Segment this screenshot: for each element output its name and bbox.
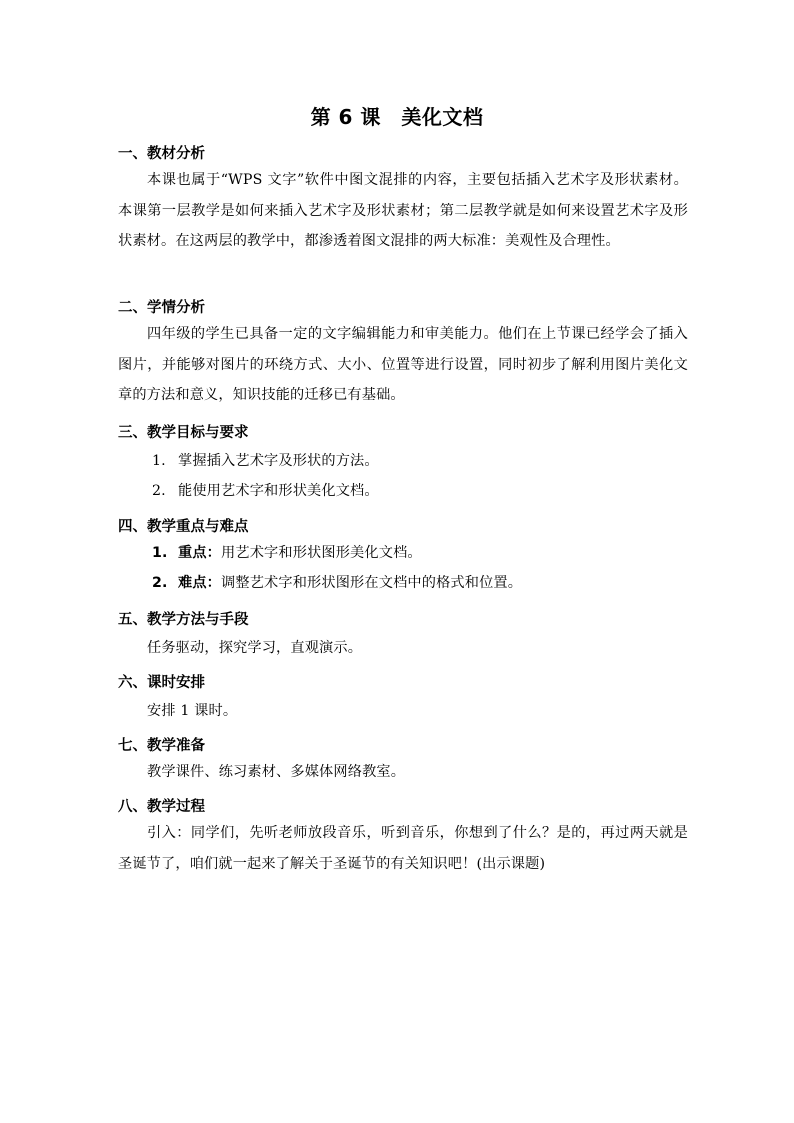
list-item-number: 2. [152,575,168,591]
section-heading: 五、教学方法与手段 [118,612,249,628]
section-paragraph: 安排 1 课时。 [147,703,238,719]
list-item [118,476,688,506]
list-item-text: 掌握插入艺术字及形状的方法。 [178,453,379,469]
list-item-number: 1. [152,453,166,469]
list-item-text: 用艺术字和形状图形美化文档。 [221,545,422,561]
section-heading: 六、课时安排 [118,675,205,691]
section-heading: 四、教学重点与难点 [118,519,249,535]
section-schedule [118,672,688,727]
section-paragraph: 四年级的学生已具备一定的文字编辑能力和审美能力。他们在上节课已经学会了插入图片，并能够对图片的环绕方式、大小、位置等进行设置，同时初步了解利用图片美化文章的方法和意义，知识技能的迁移已有基础。 [118,326,688,403]
list-item-number: 2. [152,483,166,499]
section-paragraph: 教学课件、练习素材、多媒体网络教室。 [147,764,406,780]
section-textbook-analysis [118,143,688,257]
section-heading: 三、教学目标与要求 [118,425,249,441]
section-methods [118,609,688,664]
section-heading: 二、学情分析 [118,300,205,316]
section-heading: 八、教学过程 [118,799,205,815]
section-key-points [118,516,688,598]
section-preparation [118,735,688,788]
section-process [118,796,688,879]
section-paragraph: 任务驱动，探究学习，直观演示。 [147,640,363,656]
section-paragraph: 本课也属于“WPS 文字”软件中图文混排的内容，主要包括插入艺术字及形状素材。本课第一层教学是如何来插入艺术字及形状素材；第二层教学就是如何来设置艺术字及形状素材。在这两层的教学中，都渗透着图文混排的两大标准：美观性及合理性。 [118,172,688,249]
list-item [118,568,688,598]
list-item-keyword: 难点： [178,575,222,591]
list-item-text: 调整艺术字和形状图形在文档中的格式和位置。 [221,575,523,591]
list-item-keyword: 重点： [178,545,222,561]
section-student-analysis [118,297,688,411]
list-item [118,446,688,476]
section-paragraph: 引入：同学们，先听老师放段音乐，听到音乐，你想到了什么？是的，再过两天就是圣诞节了，咱们就一起来了解关于圣诞节的有关知识吧！(出示课题) [118,825,688,872]
list-item-number: 1. [152,545,168,561]
section-heading: 七、教学准备 [118,738,205,754]
list-item-text: 能使用艺术字和形状美化文档。 [178,483,379,499]
section-teaching-goals [118,422,688,506]
list-item [118,538,688,568]
section-heading: 一、教材分析 [118,146,205,162]
document-title: 第 6 课 美化文档 [310,105,484,129]
